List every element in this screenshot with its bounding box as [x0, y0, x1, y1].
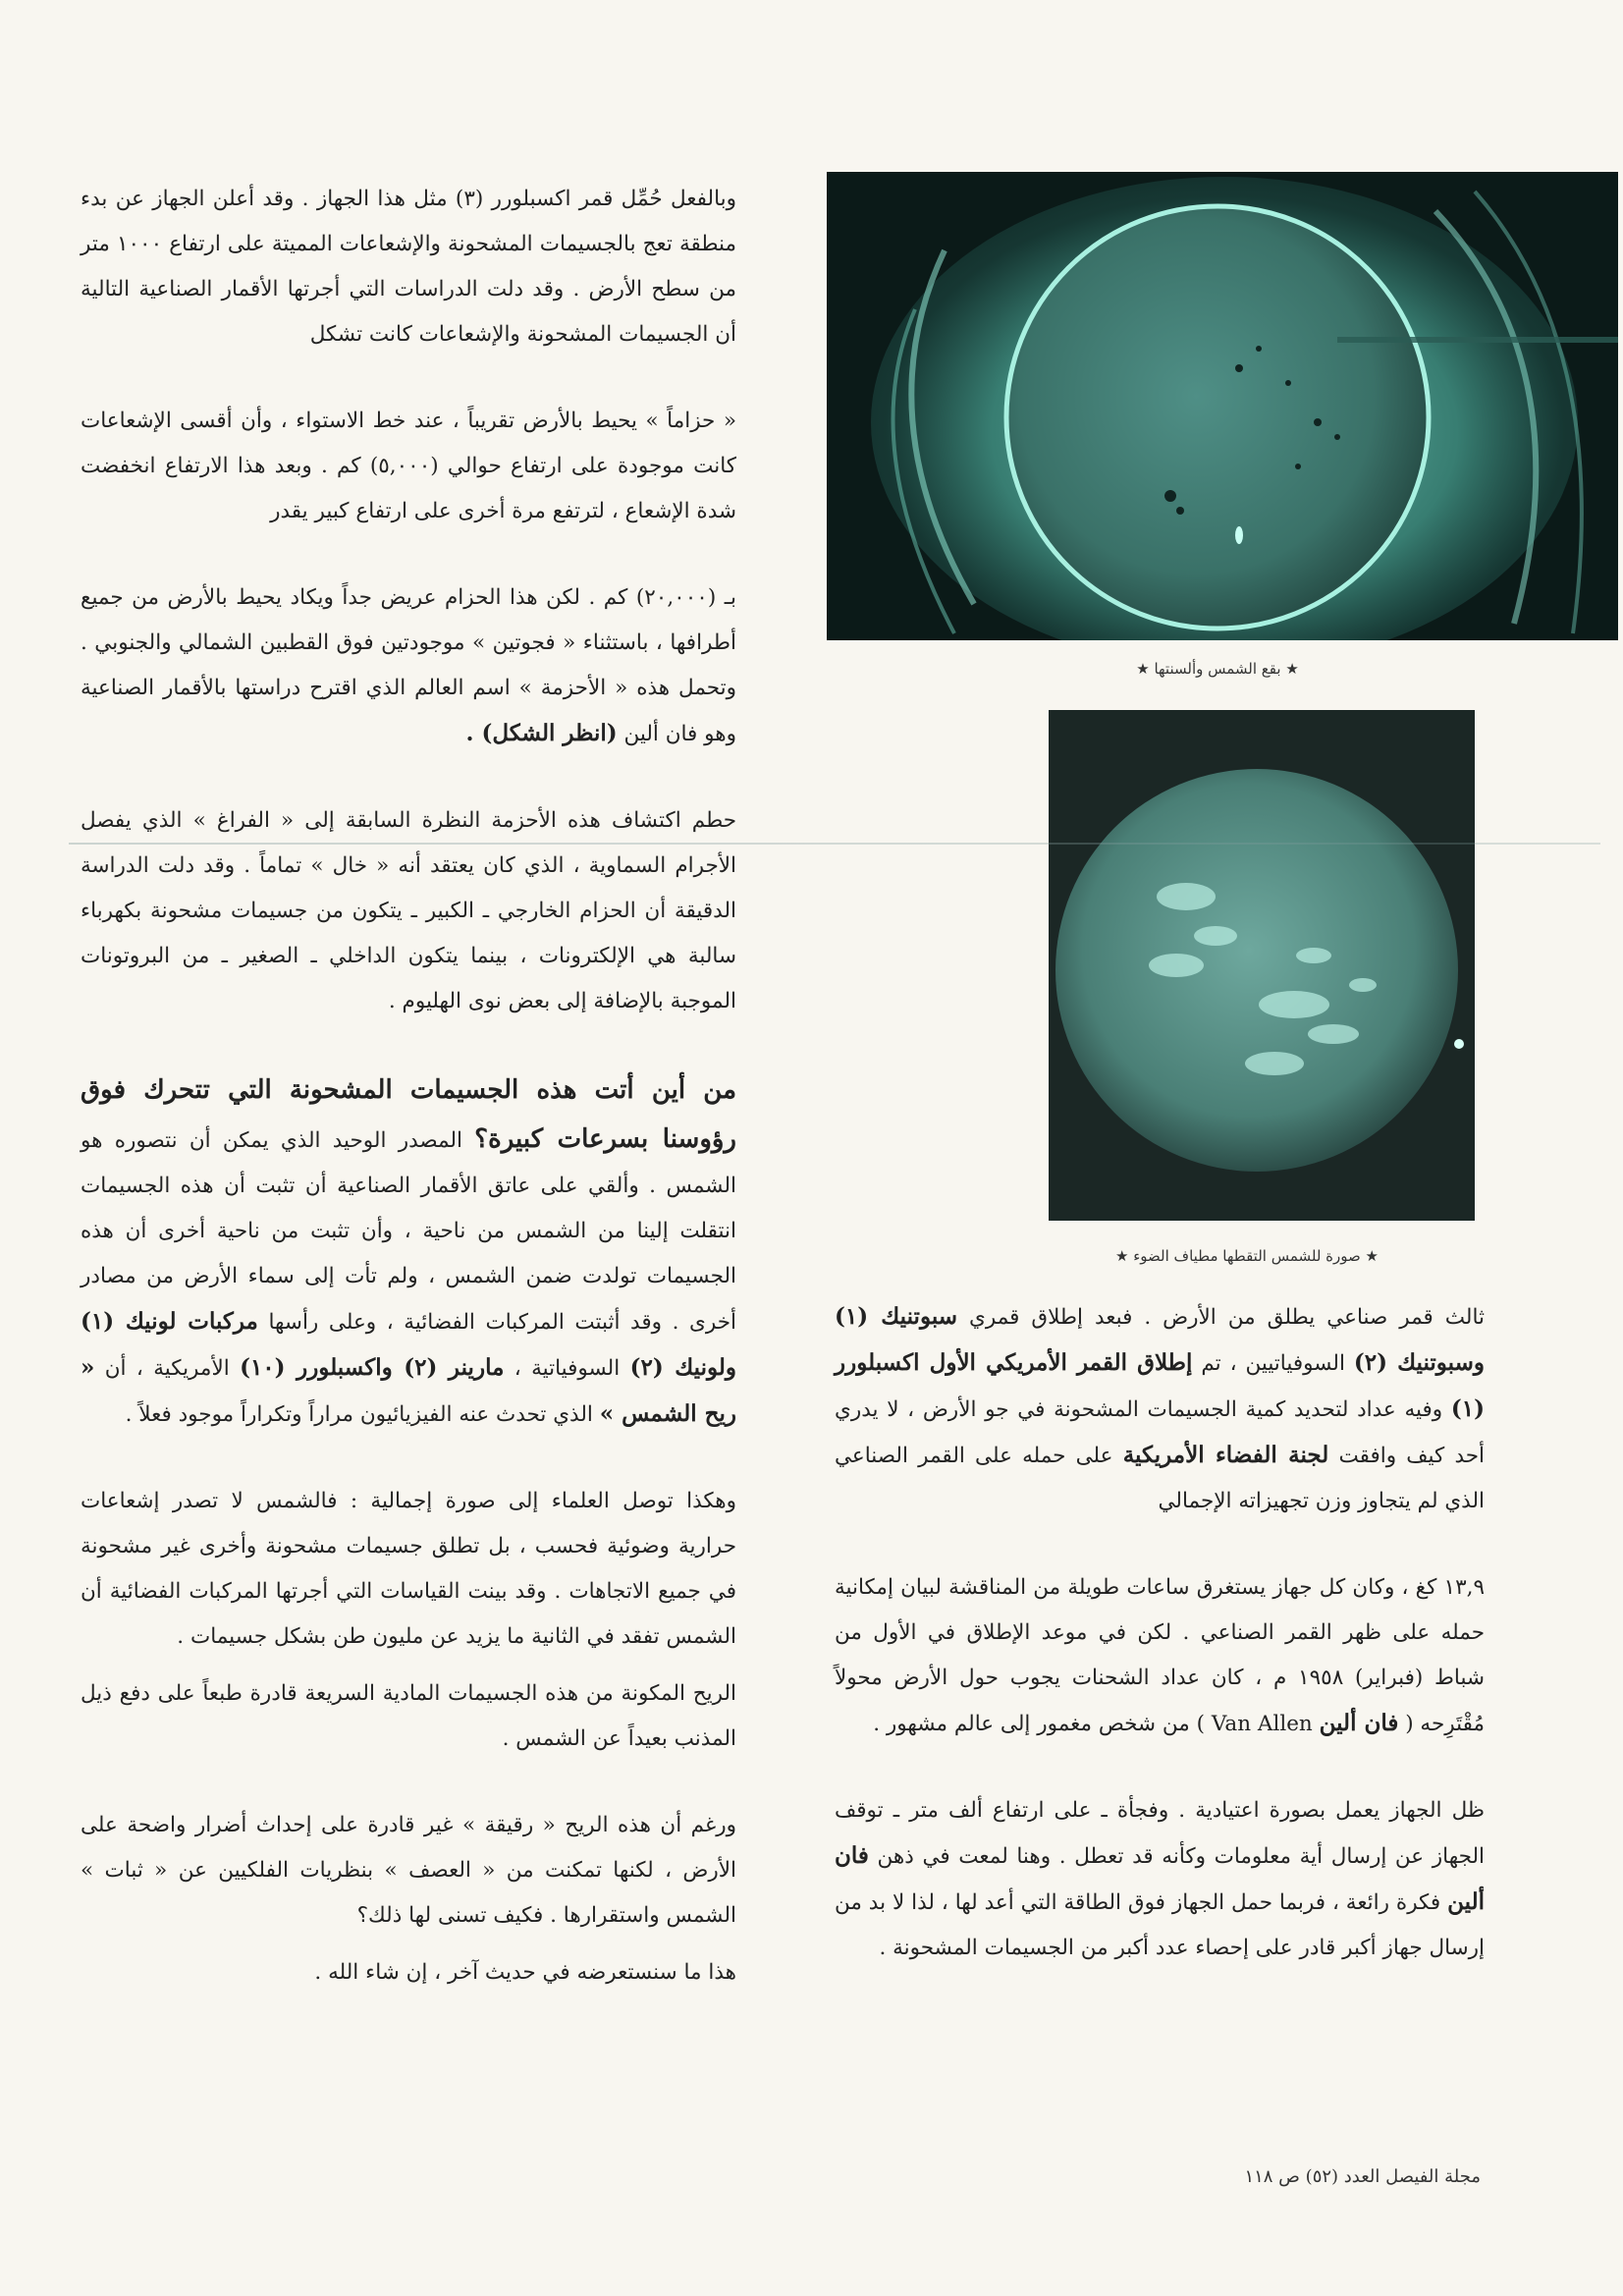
figure-reference: (انظر الشكل) .: [465, 720, 618, 746]
right-paragraph-2-a: ١٣,٩ كغ ، وكان كل جهاز يستغرق ساعات طويلة من المناقشة لبيان إمكانية حمله على ظهر القمر الصناعي . لكن في موعد الإطلاق في الأول من شباط (فبراير) ١٩٥٨ م ، كان عداد الشحنات يجوب حول الأرض محولاً مُقْتَرِحه (: [835, 1575, 1485, 1736]
van-allen-latin: Van Allen: [1211, 1712, 1313, 1736]
left-column: [81, 177, 736, 2037]
left-paragraph-9: هذا ما سنستعرضه في حديث آخر ، إن شاء الله .: [314, 1960, 736, 1985]
luna-probes: مركبات لونيك (١) ولونيك (٢): [81, 1308, 736, 1381]
right-paragraph-2: [835, 1565, 1485, 1747]
section-heading: من أين أتت هذه الجسيمات المشحونة التي تتحرك فوق رؤوسنا بسرعات كبيرة؟: [81, 1075, 736, 1154]
right-paragraph-1-a: ثالث قمر صناعي يطلق من الأرض . فبعد إطلاق قمري: [969, 1305, 1486, 1330]
left-paragraph-5-mid2: الأمريكية ، أن: [104, 1356, 230, 1381]
left-paragraph-1: وبالفعل حُمِّل قمر اكسبلورر (٣) مثل هذا الجهاز . وقد أعلن الجهاز عن بدء منطقة تعج بالجسيمات المشحونة والإشعاعات المميتة على ارتفاع ١٠٠٠ متر من سطح الأرض . وقد دلت الدراسات التي أجرتها الأقمار الصناعية التالية أن الجسيمات المشحونة والإشعاعات كانت تشكل: [81, 187, 736, 347]
right-paragraph-1-c: وفيه عداد لتحديد كمية الجسيمات المشحونة في جو الأرض ، لا يدري أحد كيف وافقت: [835, 1397, 1485, 1468]
photo1-caption: ★ بقع الشمس وألسنتها ★: [1136, 660, 1299, 678]
sun-disk-illustration: [1049, 710, 1475, 1221]
left-paragraph-5-text: المصدر الوحيد الذي يمكن أن نتصوره هو الشمس . وألقي على عاتق الأقمار الصناعية أن تثبت أن هذه الجسيمات انتقلت إلينا من الشمس من ناحية ، وأن تثبت من ناحية أخرى أن هذه الجسيمات تولدت ضمن الشمس ، ولم تأت إلى سماء الأرض من مصادر أخرى . وقد أثبتت المركبات الفضائية ، وعلى رأسها: [81, 1128, 736, 1335]
left-paragraph-7: الريح المكونة من هذه الجسيمات المادية السريعة قادرة طبعاً على دفع ذيل المذنب بعيداً عن الشمس .: [81, 1681, 736, 1751]
right-paragraph-1: [835, 1294, 1485, 1524]
solar-wind-term: « ريح الشمس »: [81, 1354, 736, 1427]
page-footer: مجلة الفيصل العدد (٥٢) ص ١١٨: [1244, 2166, 1481, 2187]
left-paragraph-2: « حزاماً » يحيط بالأرض تقريباً ، عند خط الاستواء ، وأن أقسى الإشعاعات كانت موجودة على ارتفاع حوالي (٥,٠٠٠) كم . وبعد هذا الارتفاع انخفضت شدة الإشعاع ، لترتفع مرة أخرى على ارتفاع كبير يقدر: [81, 409, 736, 523]
right-paragraph-3-a: ظل الجهاز يعمل بصورة اعتيادية . وفجأة ـ على ارتفاع ألف متر ـ توقف الجهاز عن إرسال أية معلومات وكأنه قد تعطل . وهنا لمعت في ذهن: [835, 1798, 1486, 1869]
mariner-explorer: مارينر (٢) واكسبلورر (١٠): [240, 1354, 505, 1381]
explorer-1-launch: إطلاق القمر الأمريكي الأول اكسبلورر (١): [835, 1349, 1485, 1422]
sun-corona-illustration: [827, 172, 1618, 640]
sun-corona-photo: [827, 172, 1618, 640]
right-column: [835, 1294, 1485, 2012]
photo2-caption: ★ صورة للشمس التقطها مطياف الضوء ★: [1115, 1247, 1379, 1265]
right-paragraph-1-b: السوفياتيين ، تم: [1201, 1351, 1345, 1376]
left-paragraph-4: حطم اكتشاف هذه الأحزمة النظرة السابقة إلى « الفراغ » الذي يفصل الأجرام السماوية ، الذي كان يعتقد أنه « خال » تماماً . وقد دلت الدراسة الدقيقة أن الحزام الخارجي ـ الكبير ـ يتكون من جسيمات مشحونة بكهرباء سالبة هي الإلكترونات ، بينما يتكون الداخلي ـ الصغير ـ من البروتونات الموجبة بالإضافة إلى بعض نوى الهليوم .: [81, 808, 736, 1013]
van-allen-name: فان ألين: [835, 1842, 1485, 1915]
right-paragraph-3-b: فكرة رائعة ، فربما حمل الجهاز فوق الطاقة التي أعد لها ، لذا لا بد من إرسال جهاز أكبر قادر على إحصاء عدد أكبر من الجسيمات المشحونة .: [835, 1890, 1485, 1960]
left-paragraph-5-end: الذي تحدث عنه الفيزيائيون مراراً وتكراراً موجود فعلاً .: [125, 1402, 593, 1427]
left-paragraph-6: وهكذا توصل العلماء إلى صورة إجمالية : فالشمس لا تصدر إشعاعات حرارية وضوئية فحسب ، بل تطلق جسيمات مشحونة وأخرى غير مشحونة في جميع الاتجاهات . وقد بينت القياسات التي أجرتها المركبات الفضائية أن الشمس تفقد في الثانية ما يزيد عن مليون طن بشكل جسيمات .: [81, 1489, 736, 1649]
left-paragraph-5: [81, 1066, 736, 1438]
left-paragraph-3-text: بـ (٢٠,٠٠٠) كم . لكن هذا الحزام عريض جداً ويكاد يحيط بالأرض من جميع أطرافها ، باستثناء « فجوتين » موجودتين فوق القطبين الشمالي والجنوبي . وتحمل هذه « الأحزمة » اسم العالم الذي اقترح دراستها بالأقمار الصناعية وهو فان ألين: [81, 585, 736, 746]
left-paragraph-5-mid: السوفياتية ،: [514, 1356, 621, 1381]
sun-spectroheliograph-photo: [1049, 710, 1475, 1221]
left-paragraph-3: [81, 575, 736, 757]
right-paragraph-3: [835, 1788, 1485, 1971]
right-paragraph-1-d: على حمله على القمر الصناعي الذي لم يتجاوز وزن تجهيزاته الإجمالي: [835, 1444, 1485, 1513]
right-paragraph-2-b: ) من شخص مغمور إلى عالم مشهور .: [873, 1712, 1206, 1736]
left-paragraph-8: ورغم أن هذه الريح « رقيقة » غير قادرة على إحداث أضرار واضحة على الأرض ، لكنها تمكنت من « العصف » بنظريات الفلكيين عن « ثبات » الشمس واستقرارها . فكيف تسنى لها ذلك؟: [81, 1813, 736, 1928]
sputnik-satellites: سبوتنيك (١) وسبوتنيك (٢): [835, 1303, 1485, 1376]
us-space-committee: لجنة الفضاء الأمريكية: [1122, 1442, 1329, 1468]
van-allen-arabic: فان ألين: [1319, 1710, 1399, 1736]
